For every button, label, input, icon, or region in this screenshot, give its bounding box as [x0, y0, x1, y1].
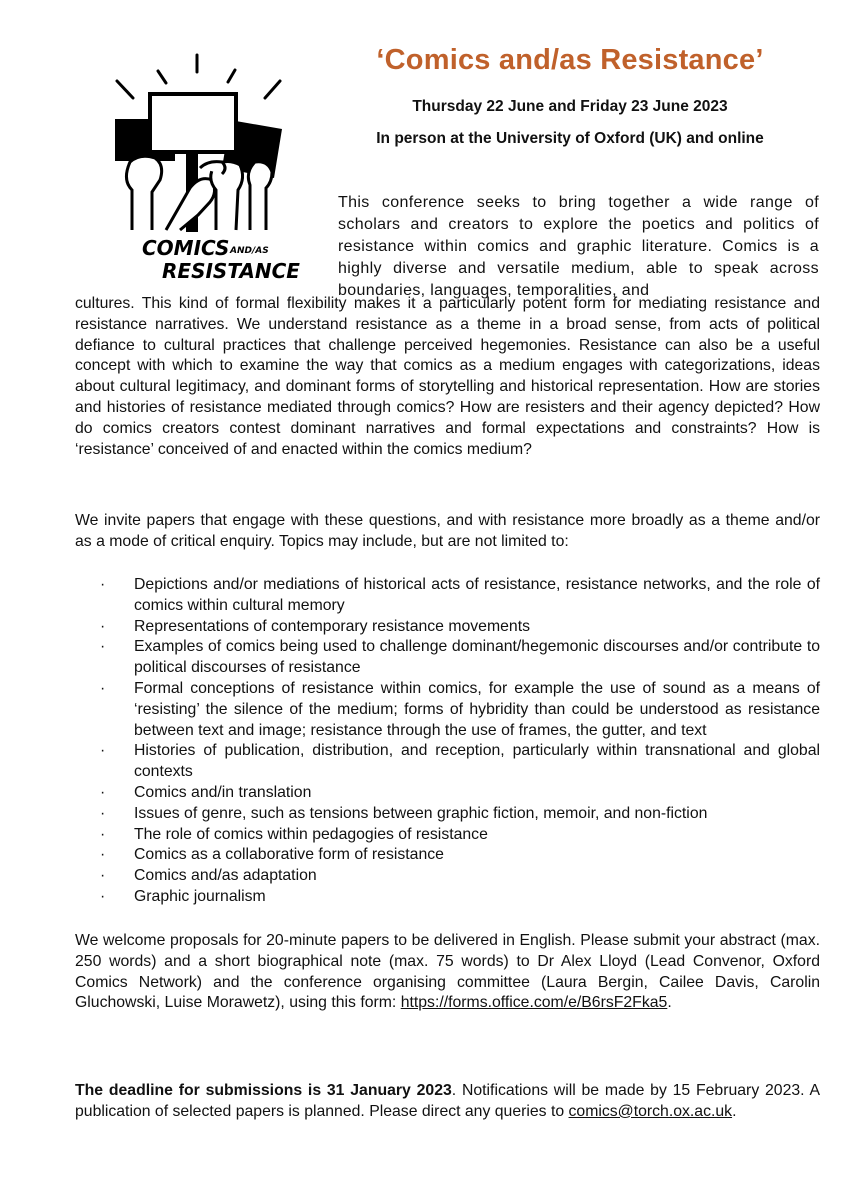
- invitation-paragraph: We invite papers that engage with these questions, and with resistance more broadly as a theme and/or as a mode of critical enquiry. Topics may include, but are not limited to:: [75, 512, 820, 550]
- bullet-icon: ·: [100, 825, 106, 843]
- list-item: · Graphic journalism: [100, 887, 820, 908]
- bullet-icon: ·: [100, 846, 106, 864]
- list-item: · The role of comics within pedagogies of resistance: [100, 825, 820, 846]
- list-item: · Comics and/as adaptation: [100, 866, 820, 887]
- bullet-icon: ·: [100, 783, 106, 801]
- list-item: · Issues of genre, such as tensions between graphic fiction, memoir, and non-fiction: [100, 804, 820, 825]
- list-item: · Histories of publication, distribution, and reception, particularly within transnational and global contexts: [100, 742, 820, 781]
- list-item: · Comics as a collaborative form of resistance: [100, 845, 820, 866]
- intro-paragraph: This conference seeks to bring together a wide range of scholars and creators to explore the poetics and politics of resistance within comics and graphic literature. Comics is a highly diverse and versatile medium, able to speak across boundaries, languages, temporalities, and: [338, 194, 819, 299]
- bullet-icon: ·: [100, 638, 106, 656]
- bullet-icon: ·: [100, 804, 106, 822]
- bullet-icon: ·: [100, 742, 106, 760]
- conference-title: ‘Comics and/as Resistance’: [376, 44, 764, 76]
- contact-email-link[interactable]: comics@torch.ox.ac.uk: [568, 1102, 733, 1120]
- deadline-statement: The deadline for submissions is 31 January 2023: [75, 1082, 452, 1099]
- submission-paragraph: We welcome proposals for 20-minute papers to be delivered in English. Please submit your abstract (max. 250 words) and a short biographical note (max. 75 words) to Dr Alex Lloyd (Lead Convenor, Oxford Comics Network) and the conference organising committee (Laura Bergin, Cailee Davis, Carolin Gluchowski, Luise Morawetz), using this form: https://forms.office.com/e/B6rsF2Fka5.: [75, 932, 820, 1012]
- bullet-icon: ·: [100, 617, 106, 635]
- list-item: · Representations of contemporary resistance movements: [100, 617, 820, 638]
- conference-logo: [100, 50, 300, 280]
- bullet-icon: ·: [100, 576, 106, 593]
- description-paragraph: cultures. This kind of formal flexibility makes it a particularly potent form for mediating resistance and resistance narratives. We understand resistance as a theme in a broad sense, from acts of political defiance to cultural practices that challenge perceived hegemonies. Resistance can also be a useful concept with which to examine the way that comics as a medium engages with categorizations, ideas about cultural legitimacy, and dominant forms of storytelling and historical representation. How are stories and histories of resistance mediated through comics? How are resisters and their agency depicted? How do comics creators contest dominant narratives and formal expectations and constraints? How is ‘resistance’ conceived of and enacted within the comics medium?: [75, 295, 820, 458]
- list-item: · Comics and/in translation: [100, 783, 820, 804]
- bullet-icon: ·: [100, 887, 106, 905]
- list-item: · Examples of comics being used to challenge dominant/hegemonic discourses and/or contribute to political discourses of resistance: [100, 638, 820, 677]
- conference-location: In person at the University of Oxford (UK) and online: [376, 130, 764, 147]
- topics-list: [100, 575, 820, 908]
- list-item: · Formal conceptions of resistance within comics, for example the use of sound as a means of ‘resisting’ the silence of the medium; forms of hybridity than could be understood as resistance between text and image; resistance through the use of frames, the gutter, and text: [100, 679, 820, 739]
- submission-form-link[interactable]: https://forms.office.com/e/B6rsF2Fka5: [400, 994, 668, 1012]
- svg-text:COMICS: COMICS: [142, 236, 230, 260]
- list-item: · Depictions and/or mediations of historical acts of resistance, resistance networks, and the role of comics within cultural memory: [100, 576, 820, 614]
- bullet-icon: ·: [100, 679, 106, 697]
- conference-dates: Thursday 22 June and Friday 23 June 2023: [412, 98, 728, 115]
- svg-text:AND/AS: AND/AS: [230, 246, 269, 256]
- bullet-icon: ·: [100, 867, 106, 885]
- protest-fists-icon: [100, 50, 300, 280]
- deadline-paragraph: The deadline for submissions is 31 January 2023. Notifications will be made by 15 February 2023. A publication of selected papers is planned. Please direct any queries to comics@torch.ox.ac.uk.: [75, 1082, 820, 1120]
- svg-text:RESISTANCE: RESISTANCE: [162, 259, 300, 280]
